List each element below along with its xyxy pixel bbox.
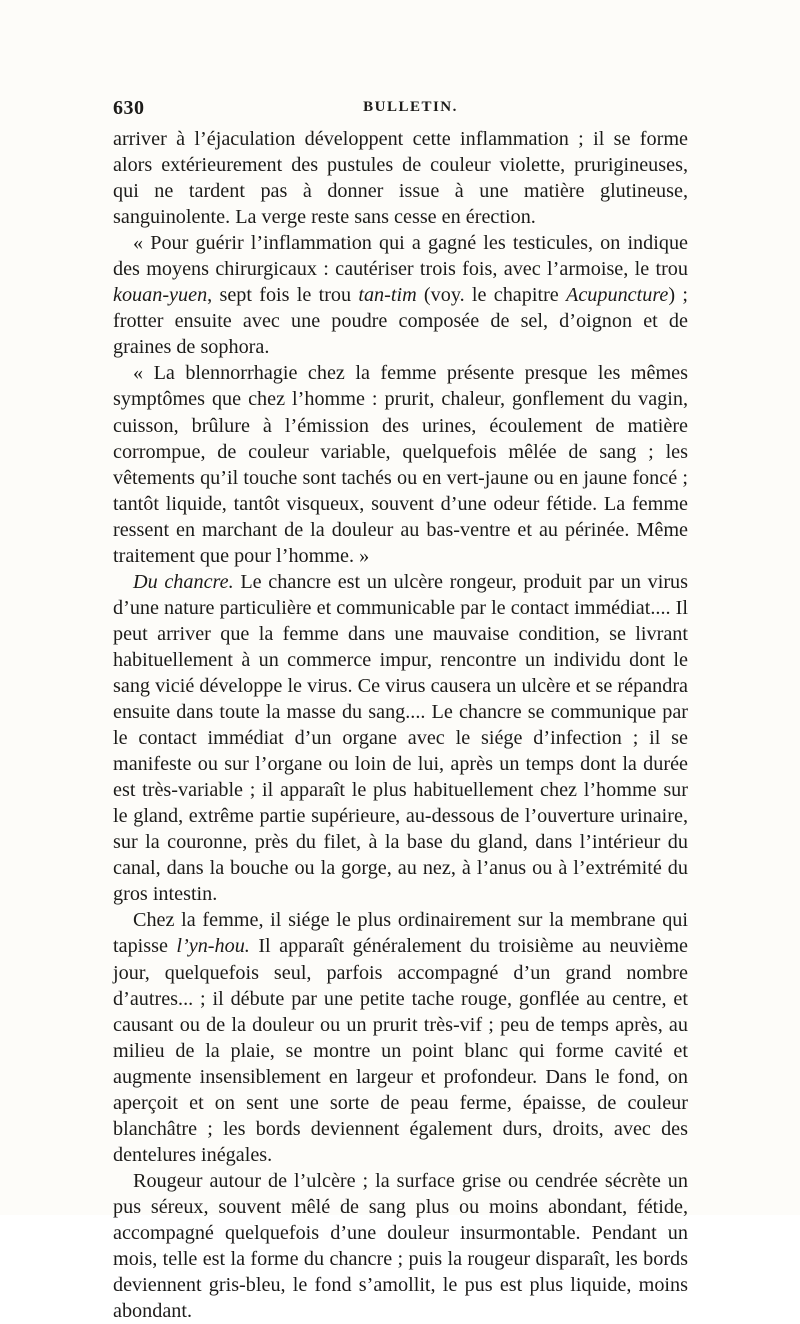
body-text (113, 126, 688, 1324)
paragraph-ejaculation: arriver à l’éjaculation développent cette inflammation ; il se forme alors extérieurement des pustules de couleur violette, prurigineuses, qui ne tardent pas à donner issue à une matière glutineuse, sanguinolente. La verge reste sans cesse en érection. (113, 128, 688, 229)
paragraph-blennorrhagia-woman: « La blennorrhagie chez la femme présente presque les mêmes symptômes que chez l’homme : prurit, chaleur, gonflement du vagin, cuisson, brûlure à l’émission des urines, écoulement de matière corrompue, de couleur variable, quelquefois mêlée de sang ; les vêtements qu’il touche sont tachés ou en vert-jaune ou en jaune foncé ; tantôt liquide, tantôt visqueux, souvent d’une odeur fétide. La femme ressent en marchant de la douleur au bas-ventre et au périnée. Même traitement que pour l’homme. » (113, 362, 688, 567)
paragraph-inflammation-treatment: « Pour guérir l’inflammation qui a gagné les testicules, on indique des moyens chirurgicaux : cautériser trois fois, avec l’armoise, le trou kouan-yuen, sept fois le trou tan-tim (voy. le chapitre Acupuncture) ; frotter ensuite avec une poudre composée de sel, d’oignon et de graines de sophora. (113, 232, 688, 359)
paragraph-du-chancre: Du chancre. Le chancre est un ulcère rongeur, produit par un virus d’une nature particulière et communicable par le contact immédiat.... Il peut arriver que la femme dans une mauvaise condition, se livrant habituellement à un commerce impur, rencontre un individu dont le sang vicié développe le virus. Ce virus causera un ulcère et se répandra ensuite dans toute la masse du sang.... Le chancre se communique par le contact immédiat d’un organe avec le siége d’infection ; il se manifeste ou sur l’organe ou loin de lui, après un temps dont la durée est très-variable ; il apparaît le plus habituellement chez l’homme sur le gland, extrême partie supérieure, au-dessous de l’ouverture urinaire, sur la couronne, près du filet, à la base du gland, dans l’intérieur du canal, dans la bouche ou la gorge, au nez, à l’anus ou à l’extrémité du gros intestin. (113, 570, 688, 906)
running-title: BULLETIN. (363, 99, 458, 115)
section-heading-du-chancre: Du chancre. (133, 570, 234, 593)
page-header (113, 97, 688, 123)
paragraph-chancre-woman: Chez la femme, il siége le plus ordinairement sur la membrane qui tapisse l’yn-hou. Il apparaît généralement du troisième au neuvième jour, quelquefois seul, parfois accompagné d’un grand nombre d’autres... ; il débute par une petite tache rouge, gonflée au centre, et causant ou de la douleur ou un prurit très-vif ; peu de temps après, au milieu de la plaie, se montre un point blanc qui forme cavité et augmente insensiblement en largeur et profondeur. Dans le fond, on aperçoit et on sent une sorte de peau ferme, épaisse, de couleur blanchâtre ; les bords deviennent également durs, droits, avec des dentelures inégales. (113, 909, 688, 1166)
term-yn-hou: l’yn-hou. (176, 935, 250, 958)
term-kouan-yuen: kouan-yuen (113, 284, 208, 307)
term-tan-tim: tan-tim (358, 284, 417, 307)
term-acupuncture: Acupuncture (566, 284, 669, 307)
paragraph-ulcer-redness: Rougeur autour de l’ulcère ; la surface grise ou cendrée sécrète un pus séreux, souvent mêlé de sang plus ou moins abondant, fétide, accompagné quelquefois d’une douleur insurmontable. Pendant un mois, telle est la forme du chancre ; puis la rougeur disparaît, les bords deviennent gris-bleu, le fond s’amollit, le pus est plus liquide, moins abondant. (113, 1169, 688, 1323)
page-number: 630 (113, 97, 145, 119)
